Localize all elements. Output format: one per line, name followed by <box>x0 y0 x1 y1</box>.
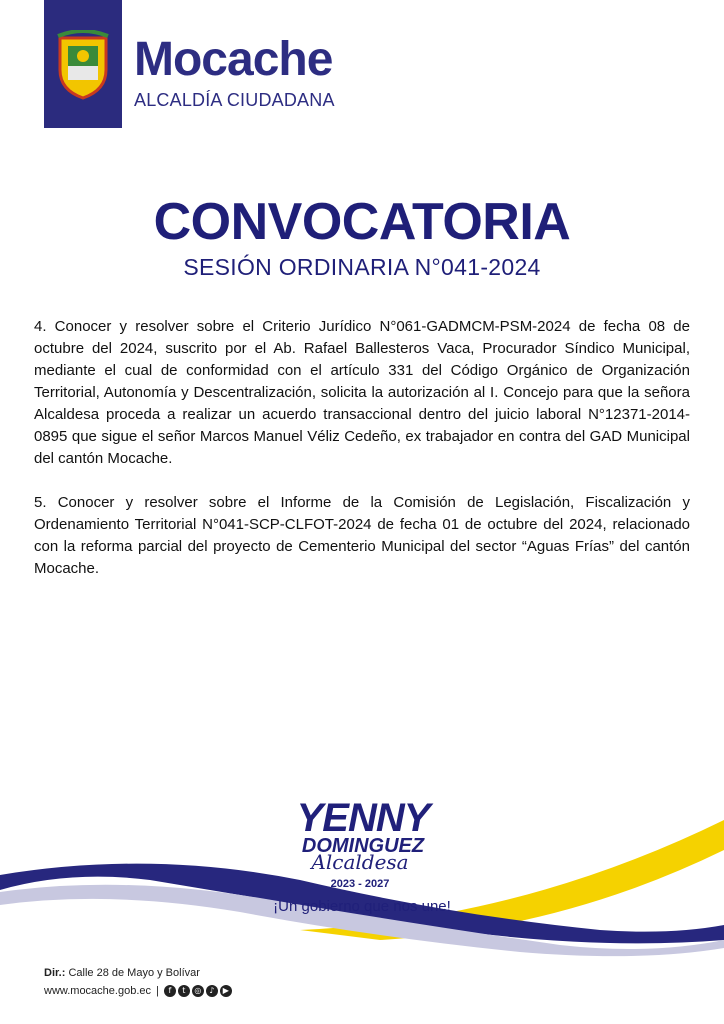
facebook-icon[interactable]: f <box>164 985 176 997</box>
agenda-item-5: 5. Conocer y resolver sobre el Informe de la Comisión de Legislación, Fiscalización y Ordenamiento Territorial N°041-SCP-CLFOT-2024 de fecha 01 de octubre del 2024, relacionado con la reforma parcial del proyecto de Cementerio Municipal del sector “Aguas Frías” del cantón Mocache. <box>34 494 690 577</box>
social-icons <box>164 985 232 997</box>
agenda-items <box>34 316 690 602</box>
campaign-slogan: ¡Un gobierno que nos une! <box>273 898 451 915</box>
brand-name: Mocache <box>134 33 333 86</box>
instagram-icon[interactable]: ◎ <box>192 985 204 997</box>
candidate-last-name: DOMINGUEZ <box>301 835 425 857</box>
campaign-period: 2023 - 2027 <box>330 878 390 890</box>
website-link[interactable]: www.mocache.gob.ec <box>44 985 151 997</box>
address-label: Dir.: <box>44 967 66 979</box>
tiktok-icon[interactable]: ♪ <box>206 985 218 997</box>
municipal-crest-icon <box>56 30 110 100</box>
candidate-role: Alcaldesa <box>311 850 409 874</box>
document-subtitle: SESIÓN ORDINARIA N°041-2024 <box>183 254 541 280</box>
footer-web-row <box>44 985 232 997</box>
address-text: Calle 28 de Mayo y Bolívar <box>68 967 200 979</box>
agenda-item-4: 4. Conocer y resolver sobre el Criterio Jurídico N°061-GADMCM-PSM-2024 de fecha 08 de octubre del 2024, suscrito por el Ab. Rafael Ballesteros Vaca, Procurador Síndico Municipal, mediante el cual de conformidad con el artículo 331 del Código Orgánico de Organización Territorial, Autonomía y Descentralización, solicita la autorización al I. Concejo para que la señora Alcaldesa proceda a realizar un acuerdo transaccional dentro del juicio laboral N°12371-2014-0895 que sigue el señor Marcos Manuel Véliz Cedeño, ex trabajador en contra del GAD Municipal del cantón Mocache. <box>34 318 690 467</box>
document-title: CONVOCATORIA <box>153 193 571 251</box>
brand-subtitle: ALCALDÍA CIUDADANA <box>134 90 335 110</box>
twitter-icon[interactable]: t <box>178 985 190 997</box>
youtube-icon[interactable]: ▶ <box>220 985 232 997</box>
candidate-first-name: YENNY <box>296 796 430 840</box>
footer-separator: | <box>156 985 159 997</box>
footer-address <box>44 967 200 979</box>
